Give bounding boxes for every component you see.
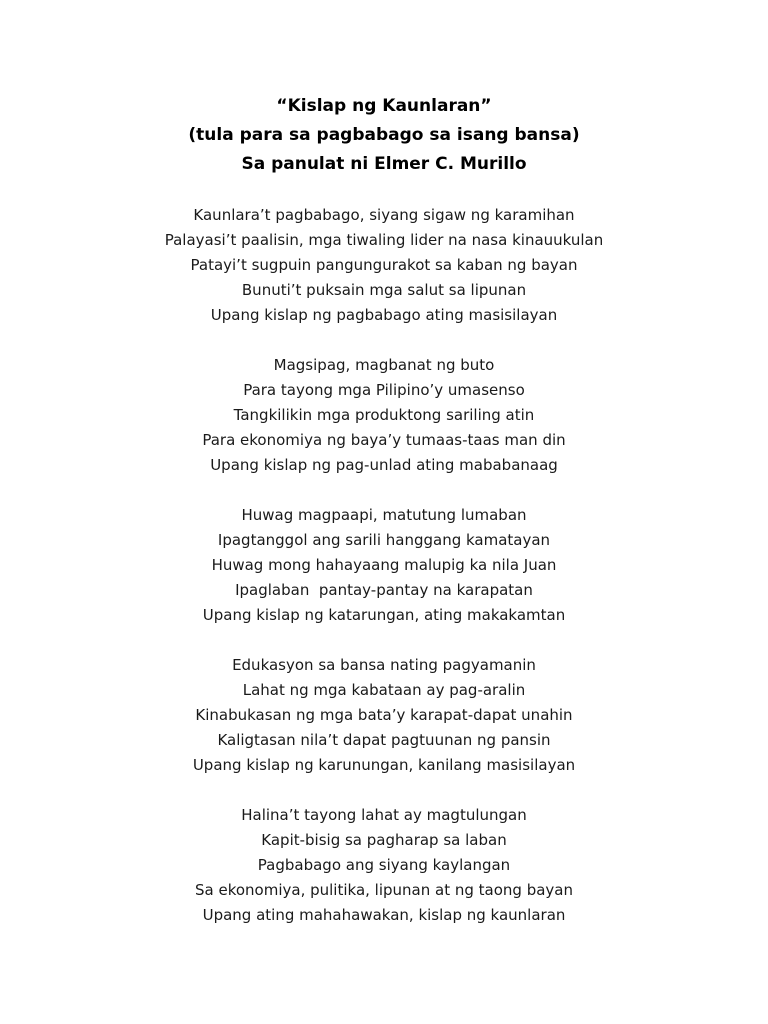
stanza-2 bbox=[0, 353, 768, 478]
verse-line: Edukasyon sa bansa nating pagyamanin bbox=[232, 656, 536, 674]
poem-body bbox=[0, 203, 768, 953]
stanza-3 bbox=[0, 503, 768, 628]
verse-line: Ipagtanggol ang sarili hanggang kamatayan bbox=[217, 531, 551, 549]
verse-line: Kaunlara’t pagbabago, siyang sigaw ng karamihan bbox=[193, 206, 575, 224]
verse-line: Palayasi’t paalisin, mga tiwaling lider na nasa kinauukulan bbox=[164, 231, 604, 249]
verse-line: Huwag magpaapi, matutung lumaban bbox=[241, 506, 527, 524]
verse-line: Pagbabago ang siyang kaylangan bbox=[257, 856, 511, 874]
verse-line: Kapit-bisig sa pagharap sa laban bbox=[261, 831, 507, 849]
stanza-4 bbox=[0, 653, 768, 778]
verse-line: Bunuti’t puksain mga salut sa lipunan bbox=[241, 281, 527, 299]
verse-line: Kaligtasan nila’t dapat pagtuunan ng pansin bbox=[217, 731, 551, 749]
poem-heading bbox=[0, 92, 768, 179]
verse-line: Upang kislap ng pagbabago ating masisilayan bbox=[210, 306, 558, 324]
poem-title: “Kislap ng Kaunlaran” bbox=[276, 96, 492, 116]
poem-subtitle: (tula para sa pagbabago sa isang bansa) bbox=[188, 125, 580, 145]
verse-line: Para tayong mga Pilipino’y umasenso bbox=[243, 381, 525, 399]
stanza-5 bbox=[0, 803, 768, 928]
stanza-1 bbox=[0, 203, 768, 328]
verse-line: Huwag mong hahayaang malupig ka nila Juan bbox=[211, 556, 557, 574]
verse-line: Upang kislap ng pag-unlad ating mababanaag bbox=[210, 456, 558, 474]
verse-line: Lahat ng mga kabataan ay pag-aralin bbox=[242, 681, 526, 699]
verse-line: Ipaglaban pantay-pantay na karapatan bbox=[235, 581, 533, 599]
verse-line: Halina’t tayong lahat ay magtulungan bbox=[241, 806, 527, 824]
verse-line: Tangkilikin mga produktong sariling atin bbox=[233, 406, 535, 424]
poem-author: Sa panulat ni Elmer C. Murillo bbox=[241, 154, 527, 174]
verse-line: Para ekonomiya ng baya’y tumaas-taas man din bbox=[202, 431, 566, 449]
verse-line: Magsipag, magbanat ng buto bbox=[273, 356, 495, 374]
verse-line: Upang kislap ng katarungan, ating makakamtan bbox=[202, 606, 566, 624]
verse-line: Kinabukasan ng mga bata’y karapat-dapat unahin bbox=[195, 706, 573, 724]
verse-line: Sa ekonomiya, pulitika, lipunan at ng taong bayan bbox=[195, 881, 573, 899]
verse-line: Upang ating mahahawakan, kislap ng kaunlaran bbox=[202, 906, 566, 924]
verse-line: Patayi’t sugpuin pangungurakot sa kaban ng bayan bbox=[190, 256, 578, 274]
verse-line: Upang kislap ng karunungan, kanilang masisilayan bbox=[192, 756, 576, 774]
